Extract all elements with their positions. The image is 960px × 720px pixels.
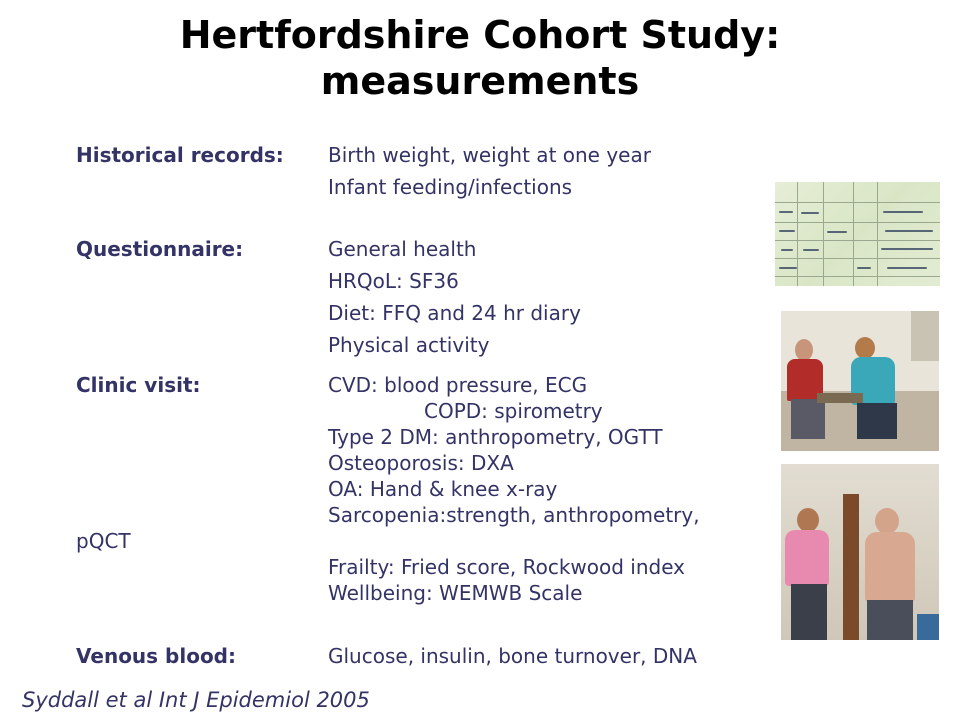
page-title	[0, 12, 960, 104]
photo-table	[817, 393, 863, 403]
ledger-handwriting	[803, 249, 819, 251]
ledger-handwriting	[885, 230, 933, 232]
ledger-column-rule	[853, 182, 854, 286]
ledger-rule	[775, 276, 940, 277]
ledger-handwriting	[857, 267, 871, 269]
ledger-handwriting	[827, 231, 847, 233]
anthropometry-photo	[781, 464, 939, 640]
ledger-handwriting	[779, 267, 797, 269]
photo-man-trousers	[791, 399, 825, 439]
historical-item: Birth weight, weight at one year	[328, 143, 651, 167]
clinic-item: CVD: blood pressure, ECG	[328, 373, 588, 397]
clinic-item: Osteoporosis: DXA	[328, 451, 514, 475]
questionnaire-item: Physical activity	[328, 333, 490, 357]
questionnaire-item: HRQoL: SF36	[328, 269, 459, 293]
clinic-visit-label: Clinic visit:	[76, 373, 201, 397]
photo-nurse-head	[797, 508, 819, 532]
photo-man-head	[875, 508, 899, 534]
ledger-rule	[775, 258, 940, 259]
ledger-column-rule	[823, 182, 824, 286]
photo-window	[911, 311, 939, 361]
photo-man-torso	[865, 532, 915, 602]
photo-nurse-head	[855, 337, 875, 359]
photo-equipment	[917, 614, 939, 640]
clinic-item: COPD: spirometry	[424, 399, 603, 423]
photo-man-head	[795, 339, 813, 361]
blood-pressure-photo	[781, 311, 939, 451]
ledger-handwriting	[887, 267, 927, 269]
ledger-handwriting	[883, 211, 923, 213]
venous-blood-label: Venous blood:	[76, 644, 236, 668]
title-line-1: Hertfordshire Cohort Study:	[179, 13, 781, 57]
ledger-rule	[775, 222, 940, 223]
ledger-handwriting	[779, 211, 793, 213]
clinic-item: pQCT	[76, 529, 131, 553]
citation: Syddall et al Int J Epidemiol 2005	[22, 688, 370, 712]
clinic-item: Sarcopenia:strength, anthropometry,	[328, 503, 700, 527]
photo-nurse-top	[785, 530, 829, 586]
ledger-rule	[775, 240, 940, 241]
title-line-2: measurements	[320, 59, 640, 103]
historical-item: Infant feeding/infections	[328, 175, 573, 199]
ledger-rule	[775, 202, 940, 203]
clinic-item: Wellbeing: WEMWB Scale	[328, 581, 583, 605]
ledger-column-rule	[877, 182, 878, 286]
ledger-column-rule	[797, 182, 798, 286]
historical-records-label: Historical records:	[76, 143, 284, 167]
ledger-handwriting	[881, 248, 933, 250]
venous-item: Glucose, insulin, bone turnover, DNA	[328, 644, 697, 668]
clinic-item: OA: Hand & knee x-ray	[328, 477, 558, 501]
clinic-item: Frailty: Fried score, Rockwood index	[328, 555, 686, 579]
questionnaire-label: Questionnaire:	[76, 237, 244, 261]
ledger-handwriting	[801, 212, 819, 214]
questionnaire-item: Diet: FFQ and 24 hr diary	[328, 301, 581, 325]
ledger-handwriting	[779, 230, 795, 232]
clinic-item: Type 2 DM: anthropometry, OGTT	[328, 425, 663, 449]
photo-curtain	[843, 494, 859, 640]
ledger-record-photo	[775, 182, 940, 286]
ledger-handwriting	[781, 249, 793, 251]
photo-man-trousers	[867, 600, 913, 640]
questionnaire-item: General health	[328, 237, 477, 261]
photo-nurse-trousers	[791, 584, 827, 640]
photo-nurse-trousers	[857, 403, 897, 439]
